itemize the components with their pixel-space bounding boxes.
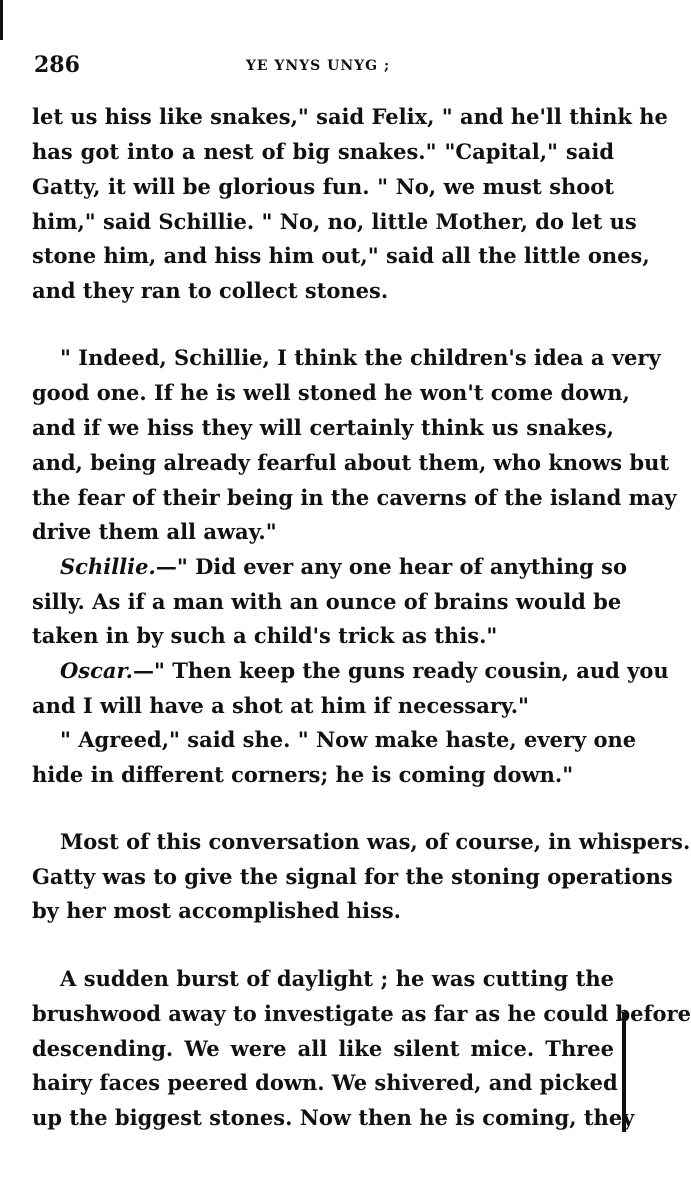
text-line: taken in by such a child's trick as this." [32, 623, 498, 648]
speaker-name: Schillie. [60, 554, 156, 579]
text-line: and I will have a shot at him if necessary." [32, 693, 529, 718]
text-line: good one. If he is well stoned he won't come down, [32, 380, 630, 405]
text-line: the fear of their being in the caverns of the island may [32, 485, 677, 510]
text-line: Gatty, it will be glorious fun. " No, we must shoot [32, 174, 614, 199]
page-header [34, 52, 602, 82]
text-line: him," said Schillie. " No, no, little Mother, do let us [32, 209, 637, 234]
text-line: and they ran to collect stones. [32, 278, 389, 303]
text-line: Most of this conversation was, of course, in whispers. [60, 829, 691, 854]
text-line: by her most accomplished hiss. [32, 898, 401, 923]
text-line: up the biggest stones. Now then he is coming, they [32, 1105, 635, 1130]
text-line: Gatty was to give the signal for the stoning operations [32, 864, 673, 889]
text-line: and, being already fearful about them, who knows but [32, 450, 670, 475]
text-line: let us hiss like snakes," said Felix, " and he'll think he [32, 104, 668, 129]
text-line: descending. We were all like silent mice. Three [32, 1036, 614, 1061]
text-line: Schillie.—" Did ever any one hear of anything so [60, 554, 627, 579]
running-head: YE YNYS UNYG ; [245, 58, 391, 74]
text-line: has got into a nest of big snakes." "Capital," said [32, 139, 614, 164]
text-line: " Agreed," said she. " Now make haste, every one [60, 727, 637, 752]
speaker-name: Oscar. [60, 658, 133, 683]
text-line: and if we hiss they will certainly think us snakes, [32, 415, 614, 440]
text-line: drive them all away." [32, 519, 277, 544]
text-line: A sudden burst of daylight ; he was cutting the [60, 966, 614, 991]
text-line: hairy faces peered down. We shivered, and picked [32, 1070, 618, 1095]
page-number: 286 [34, 52, 80, 78]
text-line: " Indeed, Schillie, I think the children's idea a very [60, 345, 661, 370]
text-line: Oscar.—" Then keep the guns ready cousin, aud you [60, 658, 669, 683]
text-line: hide in different corners; he is coming down." [32, 762, 574, 787]
text-line: silly. As if a man with an ounce of brains would be [32, 589, 622, 614]
scan-edge-mark [0, 0, 3, 40]
text-line: stone him, and hiss him out," said all the little ones, [32, 243, 650, 268]
text-line: brushwood away to investigate as far as he could before [32, 1001, 691, 1026]
